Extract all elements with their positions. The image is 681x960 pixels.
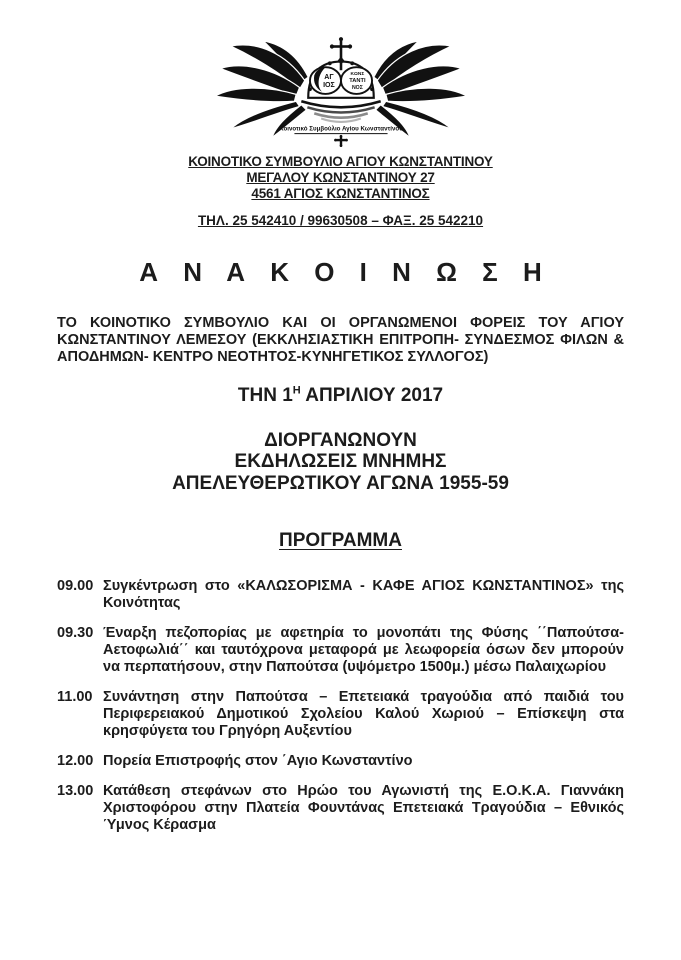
cross-bottom-icon [334,135,348,147]
program-item-text: Συγκέντρωση στο «ΚΑΛΩΣΟΡΙΣΜΑ - ΚΑΦΕ ΑΓΙΟΣ ΚΩΝΣΤΑΝΤΙΝΟΣ» της Κοινότητας [103,578,624,612]
subtitle-line-3: ΑΠΕΛΕΥΘΕΡΩΤΙΚΟΥ ΑΓΩΝΑ 1955-59 [172,472,509,494]
org-street: ΜΕΓΑΛΟΥ ΚΩΝΣΤΑΝΤΙΝΟΥ 27 [246,169,435,185]
event-date-prefix: ΤΗΝ 1 [237,384,293,406]
event-date-ordinal: Η [292,384,301,397]
program-item-text: Πορεία Επιστροφής στον ΄Αγιο Κωνσταντίνο [103,753,413,770]
emblem-caption: Κοινοτικό Συμβούλιο Αγίου Κωνσταντίνου [278,125,403,133]
shield-right-text-bottom: ΝΟΣ [351,84,363,91]
right-wing-icon [373,41,466,138]
left-wing-icon [215,41,308,138]
org-city: 4561 ΑΓΙΟΣ ΚΩΝΣΤΑΝΤΙΝΟΣ [251,185,430,201]
org-name: ΚΟΙΝΟΤΙΚΟ ΣΥΜΒΟΥΛΙΟ ΑΓΙΟΥ ΚΩΝΣΤΑΝΤΙΝΟΥ [188,153,493,169]
shield-left-text-top: ΑΓ [323,73,334,81]
program-item [57,578,624,612]
event-date-suffix: ΑΠΡΙΛΙΟΥ 2017 [300,384,444,406]
program-item [57,753,624,770]
subtitle-line-2: ΕΚΔΗΛΩΣΕΙΣ ΜΝΗΜΗΣ [234,451,447,473]
program-item [57,625,624,676]
program-item-time: 09.00 [57,578,94,595]
program-item [57,783,624,834]
program-item-time: 13.00 [57,783,94,800]
page-title: Α Ν Α Κ Ο Ι Ν Ω Σ Η [139,256,551,287]
program-list [57,578,624,834]
event-subtitle [0,430,681,495]
program-heading-text: ΠΡΟΓΡΑΜΜΑ [279,530,402,552]
event-date [0,385,681,407]
subtitle-line-1: ΔΙΟΡΓΑΝΩΝΟΥΝ [264,429,417,451]
program-item-text: Έναρξη πεζοπορίας με αφετηρία το μονοπάτι της Φύσης ΄΄Παπούτσα-Αετοφωλιά΄΄ και ταυτόχρονα μεταφορά με λεωφορεία όσων δεν μπορούν να περπατήσουν, στην Παπούτσα (υψόμετρο 1500μ.) μέσω Παλαιχωρίου [103,625,624,676]
program-item-time: 09.30 [57,625,94,642]
program-item-text: Συνάντηση στην Παπούτσα – Επετειακά τραγούδια από παιδιά του Περιφερειακού Δημοτικού Σχολείου Καλού Χωριού – Επίσκεψη στα κρησφύγετα του Γρηγόρη Αυξεντίου [103,689,624,740]
program-item-time: 11.00 [57,689,93,706]
program-heading [0,530,681,552]
shield-right-text-mid: ΤΑΝΤΙ [348,77,366,84]
community-council-emblem-icon [203,34,479,148]
program-item-text: Κατάθεση στεφάνων στο Ηρώο του Αγωνιστή της Ε.Ο.Κ.Α. Γιαννάκη Χριστοφόρου στην Πλατεία Φουντάνας Επετειακά Τραγούδια – Εθνικός Ύμνος Κέρασμα [103,783,624,834]
crown-icon [301,60,380,122]
shield-right-text-top: ΚΩΝΣ [350,71,364,77]
cross-top-icon [329,37,351,62]
shield-left-text-bottom: ΙΟΣ [322,82,335,90]
letterhead [0,154,681,202]
contact-text: ΤΗΛ. 25 542410 / 99630508 – ΦΑΞ. 25 542210 [197,212,484,228]
program-item-time: 12.00 [57,753,94,770]
intro-paragraph: ΤΟ ΚΟΙΝΟΤΙΚΟ ΣΥΜΒΟΥΛΙΟ ΚΑΙ ΟΙ ΟΡΓΑΝΩΜΕΝΟΙ ΦΟΡΕΙΣ ΤΟΥ ΑΓΙΟΥ ΚΩΝΣΤΑΝΤΙΝΟΥ ΛΕΜΕΣΟΥ (ΕΚΚΛΗΣΙΑΣΤΙΚΗ ΕΠΙΤΡΟΠΗ- ΣΥΝΔΕΣΜΟΣ ΦΙΛΩΝ & ΑΠΟΔΗΜΩΝ- ΚΕΝΤΡΟ ΝΕΟΤΗΤΟΣ-ΚΥΝΗΓΕΤΙΚΟΣ ΣΥΛΛΟΓΟΣ) [57,314,624,365]
program-item [57,689,624,740]
contact-line [0,213,681,228]
emblem-container [0,0,681,153]
